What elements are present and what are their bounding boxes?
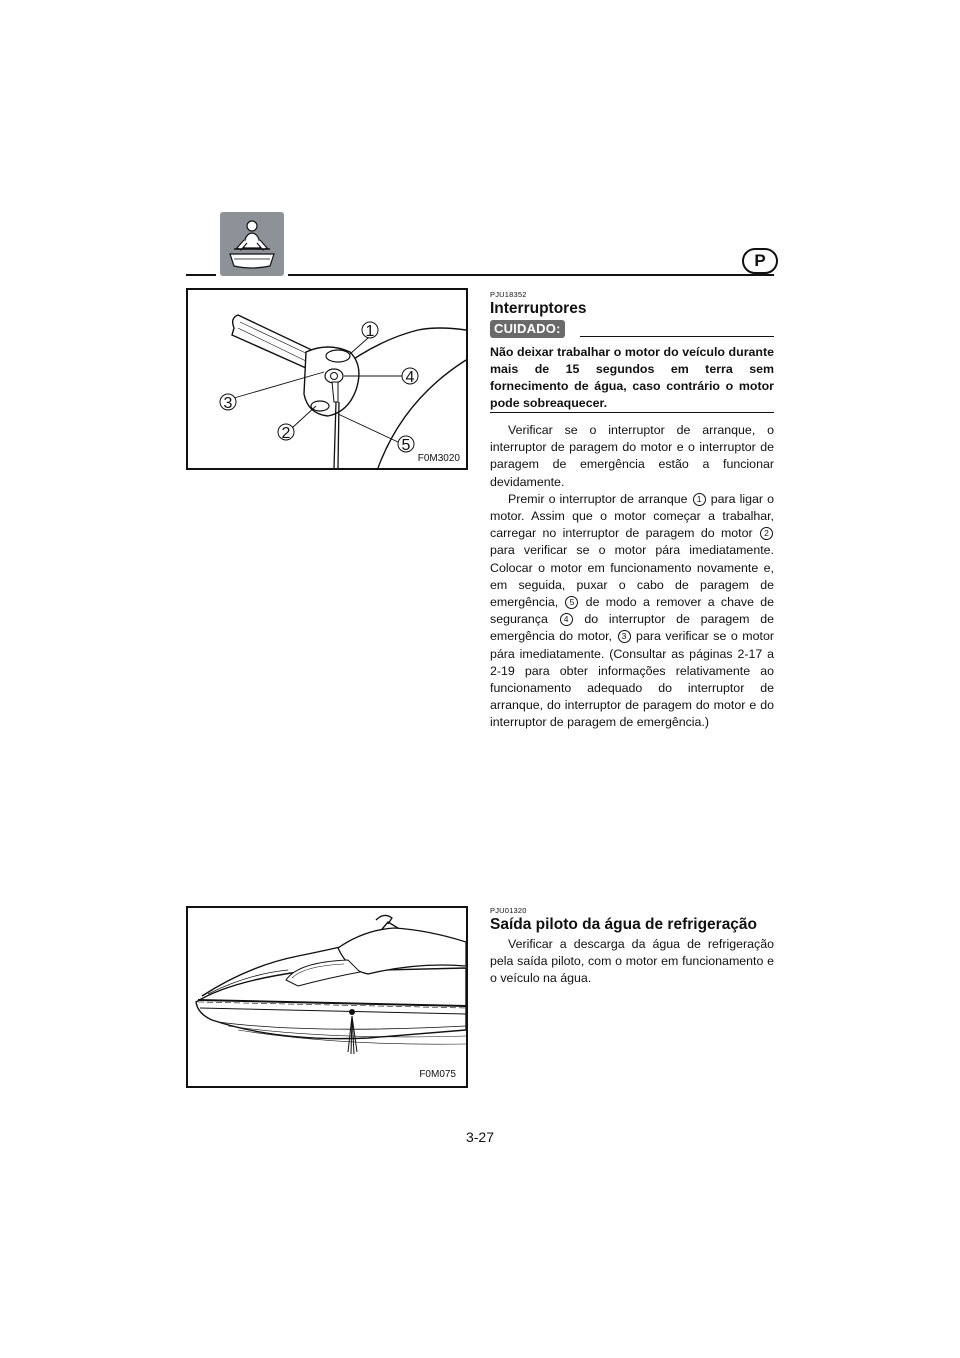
paragraph: Verificar se o interruptor de arranque, o interruptor de paragem do motor e o interruptor de paragem de emergência estão a funcionar devidamente.: [490, 423, 774, 489]
marker-5: 5: [565, 596, 578, 609]
svg-text:1: 1: [365, 323, 375, 340]
handlebar-switch-illustration: [188, 290, 466, 468]
header-rule-right: [288, 274, 774, 276]
svg-text:2: 2: [281, 425, 291, 442]
callout-5: [398, 436, 414, 454]
page-number: 3-27: [465, 1129, 495, 1145]
switches-description: [490, 422, 774, 732]
caution-end-rule: [490, 412, 774, 413]
marker-2: 2: [760, 527, 773, 540]
switches-figure: [186, 288, 468, 470]
paragraph: Premir o interruptor de arranque 1 para ligar o motor. Assim que o motor começar a trabalhar, carregar no interruptor de paragem do motor 2 para verificar se o motor pára imediatamente. Colocar o motor em funcionamento novamente e, em seguida, puxar o cabo de paragem de emergência, 5 de modo a remover a chave de segurança 4 do interruptor de paragem de emergência do motor, 3 para verificar se o motor pára imediatamente. (Consultar as páginas 2-17 a 2-19 para obter informações relativamente ao funcionamento adequado do interruptor de arranque, do interruptor de paragem do motor e do interruptor de paragem de emergência.): [490, 491, 775, 730]
marker-4: 4: [560, 613, 573, 626]
language-badge: P: [742, 248, 778, 274]
section-title: Saída piloto da água de refrigeração: [490, 916, 758, 933]
callout-1: [362, 322, 378, 340]
pilot-outlet-description: [490, 936, 774, 988]
callout-3: [220, 394, 236, 412]
section-ref-code: PJU01320: [490, 906, 527, 915]
figure-code: F0M3020: [417, 453, 460, 464]
section-ref-code: PJU18352: [490, 290, 527, 299]
section-title: Interruptores: [490, 300, 587, 317]
callout-4: [402, 368, 418, 386]
rider-on-watercraft-icon: [220, 212, 284, 276]
caution-rule: [580, 336, 774, 337]
caution-text: Não deixar trabalhar o motor do veículo durante mais de 15 segundos em terra sem fornecimento de água, caso contrário o motor pode sobreaquecer.: [490, 345, 774, 410]
svg-text:4: 4: [405, 369, 415, 386]
watercraft-illustration: [188, 908, 466, 1086]
header-rule-left: [186, 274, 216, 276]
marker-1: 1: [693, 493, 706, 506]
marker-3: 3: [618, 630, 631, 643]
callout-2: [278, 424, 294, 442]
svg-text:5: 5: [401, 437, 411, 454]
pilot-outlet-figure: [186, 906, 468, 1088]
caution-header: [490, 320, 774, 340]
paragraph: Verificar a descarga da água de refrigeração pela saída piloto, com o motor em funcionamento e o veículo na água.: [490, 937, 774, 986]
figure-code: F0M075: [419, 1069, 456, 1080]
caution-label: CUIDADO:: [490, 320, 565, 338]
svg-text:3: 3: [223, 395, 233, 412]
